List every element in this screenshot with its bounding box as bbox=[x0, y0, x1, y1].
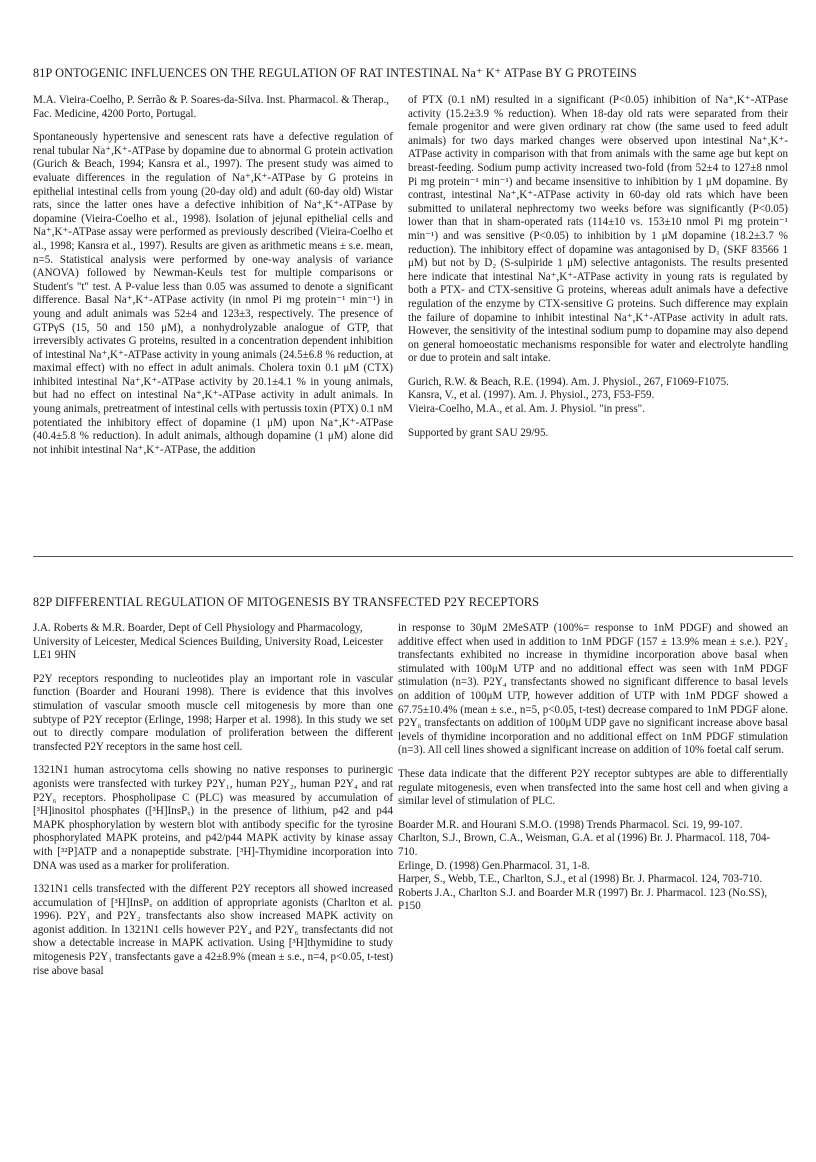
abstract-82-authors: J.A. Roberts & M.R. Boarder, Dept of Cell Physiology and Pharmacology, University of Leicester, Medical Sciences Building, University Road, Leicester LE1 9HN bbox=[33, 622, 384, 662]
abstract-81-references bbox=[408, 376, 788, 417]
abstract-82-paragraph: P2Y receptors responding to nucleotides play an important role in vascular function (Boarder and Hourani 1998). There is evidence that this involves stimulation of vascular smooth muscle cell mitogenesis by more than one subtype of P2Y receptor (Erlinge, 1998; Harper et al. 1998). In this study we set out to directly compare modulation of proliferation between the different transfected P2Y receptors in the same host cell. bbox=[33, 672, 393, 753]
reference: Gurich, R.W. & Beach, R.E. (1994). Am. J. Physiol., 267, F1069-F1075. bbox=[408, 375, 729, 388]
reference: Charlton, S.J., Brown, C.A., Weisman, G.A. et al (1996) Br. J. Pharmacol. 118, 704-710. bbox=[398, 832, 771, 858]
abstract-81-title: 81P ONTOGENIC INFLUENCES ON THE REGULATION OF RAT INTESTINAL Na⁺ K⁺ ATPase BY G PROTEINS bbox=[33, 66, 637, 80]
abstract-81-body-right: of PTX (0.1 nM) resulted in a significant (P<0.05) inhibition of Na⁺,K⁺-ATPase activity (15.2±3.9 % reduction). When 18-day old rats were separated from their female progenitor and were given ordinary rat chow (the same used to feed adult animals) for two days marked changes were observed upon intestinal Na⁺,K⁺-ATPase activity in comparison with that from animals with the same age but kept on breast-feeding. Sodium pump activity increased two-fold (from 52±4 to 127±8 nmol Pi mg protein⁻¹ min⁻¹) and became insensitive to inhibition by 1 μM dopamine. By contrast, intestinal Na⁺,K⁺-ATPase activity in 60-day old rats which have been submitted to unilateral nephrectomy two weeks before was significantly (P<0.05) lower than that in sham-operated rats (114±10 vs. 153±10 nmol Pi mg protein⁻¹ min⁻¹) and was sensitive (P<0.05) to inhibition by 1 μM dopamine (18.2±3.7 % reduction). The inhibitory effect of dopamine was antagonised by D₁ (SKF 83566 1 μM) but not by D₂ (S-sulpiride 1 μM) selective antagonists. The results presented here indicate that intestinal Na⁺,K⁺-ATPase activity in young rats is regulated by both a PTX- and CTX-sensitive G proteins, whereas adult animals have a defective regulation of the enzyme by CTX-sensitive G proteins. Such difference may explain the failure of dopamine to inhibit intestinal Na⁺,K⁺-ATPase activity in adult rats. However, the sensitivity of the intestinal sodium pump to dopamine may also depend on general homoeostatic mechanisms responsible for water and electrolyte handling or due to protein and salt intake. bbox=[408, 94, 788, 365]
reference: Erlinge, D. (1998) Gen.Pharmacol. 31, 1-8. bbox=[398, 859, 590, 872]
reference: Boarder M.R. and Hourani S.M.O. (1998) Trends Pharmacol. Sci. 19, 99-107. bbox=[398, 818, 743, 831]
abstract-81-authors: M.A. Vieira-Coelho, P. Serrão & P. Soares-da-Silva. Inst. Pharmacol. & Therap., Fac. Medicine, 4200 Porto, Portugal. bbox=[33, 94, 390, 120]
abstract-82-paragraph: 1321N1 human astrocytoma cells showing no native responses to purinergic agonists were transfected with turkey P2Y₁, human P2Y₂, human P2Y₄ and rat P2Y₆ receptors. Phospholipase C (PLC) was measured by accumulation of [³H]inositol phosphates ([³H]InsPₓ) in the presence of lithium, p42 and p44 MAPK phosphorylation by western blot with antibody specific for the tyrosine phosphorylated MAPK proteins, and p42/p44 MAPK activity by kinase assay with [³²P]ATP and a nonapeptide substrate. [³H]-Thymidine incorporation into DNA was used as a marker for proliferation. bbox=[33, 764, 393, 872]
abstract-82-title: 82P DIFFERENTIAL REGULATION OF MITOGENESIS BY TRANSFECTED P2Y RECEPTORS bbox=[33, 595, 540, 609]
abstract-82-paragraph: in response to 30μM 2MeSATP (100%= response to 1nM PDGF) and showed an additive effect when used in addition to 1nM PDGF (157 ± 13.9% mean ± s.e.). P2Y₂ transfectants exhibited no increase in thymidine incorporation above basal when stimulated with 100μM UTP and no additional effect was seen with 1nM PDGF stimulation (n=3). P2Y₄ transfectants showed no significant difference to basal levels on addition of 100μM UTP, however addition of UTP with 1nM PDGF showed a 67.75±10.4% (mean ± s.e., n=5, p<0.05, t-test) decrease compared to 1nM PDGF alone. P2Y₆ transfectants on addition of 100μM UDP gave no significant increase above basal levels of thymidine incorporation and no additional effect on 1nM PDGF stimulation (n=3). All cell lines showed a significant increase on addition of 10% foetal calf serum. bbox=[398, 622, 788, 757]
abstract-81-right-column bbox=[408, 94, 788, 440]
abstract-82-left-column bbox=[33, 622, 393, 978]
reference: Roberts J.A., Charlton S.J. and Boarder M.R (1997) Br. J. Pharmacol. 123 (No.SS), P150 bbox=[398, 886, 768, 913]
reference: Kansra, V., et al. (1997). Am. J. Physiol., 273, F53-F59. bbox=[408, 389, 655, 402]
abstract-82-paragraph: 1321N1 cells transfected with the different P2Y receptors all showed increased accumulation of [³H]InsPₓ on addition of appropriate agonists (Charlton et al. 1996). P2Y₁ and P2Y₂ transfectants also show increased MAPK activity on agonist addition. In 1321N1 cells however P2Y₄ and P2Y₆ transfectants did not show a detectable increase in MAPK activation. Using [³H]thymidine to study mitogenesis P2Y₁ transfectants gave a 42±8.9% (mean ± s.e., n=4, p<0.05, t-test) rise above basal bbox=[33, 883, 393, 977]
abstract-82-right-column bbox=[398, 622, 788, 914]
abstract-81-support: Supported by grant SAU 29/95. bbox=[408, 426, 549, 439]
abstract-81-body-left: Spontaneously hypertensive and senescent rats have a defective regulation of renal tubular Na⁺,K⁺-ATPase by dopamine due to abnormal G protein activation (Gurich & Beach, 1994; Kansra et al., 1997). The present study was aimed to evaluate differences in the regulation of Na⁺,K⁺-ATPase by G proteins in epithelial intestinal cells from young (20-day old) and adult (60-day old) Wistar rats, since the latter ones have a defective inhibition of Na⁺,K⁺-ATPase by dopamine (Vieira-Coelho et al., 1998). Isolation of jejunal epithelial cells and Na⁺,K⁺-ATPase assay were performed as previously described (Vieira-Coelho et al., 1998; Kansra et al., 1997). Results are given as arithmetic means ± s.e. mean, n=5. Statistical analysis were performed by one-way analysis of variance (ANOVA) followed by Newman-Keuls test for multiple comparisons or Student's "t" test. A P-value less than 0.05 was assumed to denote a significant difference. Basal Na⁺,K⁺-ATPase activity (in nmol Pi mg protein⁻¹ min⁻¹) in young and adult animals was 52±4 and 123±3, respectively. The presence of GTPγS (15, 50 and 150 μM), a nonhydrolyzable analogue of GTP, that irreversibly activates G proteins, resulted in a concentration dependent inhibition of intestinal Na⁺,K⁺-ATPase activity in young animals (24.5±6.8 % reduction, at maximal effect) with no effect in adult animals. Cholera toxin 0.1 μM (CTX) inhibited intestinal Na⁺,K⁺-ATPase activity by 20.1±4.1 % in young animals, but had no effect on intestinal Na⁺,K⁺-ATPase activity in adult animals. In young animals, pretreatment of intestinal cells with pertussis toxin (PTX) 0.1 nM potentiated the inhibitory effect of dopamine (1 μM) upon Na⁺,K⁺-ATPase (40.4±5.8 % reduction). In adult animals, although dopamine (1 μM) alone did not inhibit intestinal Na⁺,K⁺-ATPase, the addition bbox=[33, 131, 393, 456]
reference: Vieira-Coelho, M.A., et al. Am. J. Physiol. "in press". bbox=[408, 403, 645, 416]
abstract-82-paragraph: These data indicate that the different P2Y receptor subtypes are able to differentially regulate mitogenesis, even when transfected into the same host cell and when giving a similar level of stimulation of PLC. bbox=[398, 767, 788, 808]
abstract-81-left-column bbox=[33, 94, 393, 457]
section-divider bbox=[33, 556, 793, 557]
abstract-82-references bbox=[398, 819, 788, 914]
reference: Harper, S., Webb, T.E., Charlton, S.J., et al (1998) Br. J. Pharmacol. 124, 703-710. bbox=[398, 873, 763, 886]
